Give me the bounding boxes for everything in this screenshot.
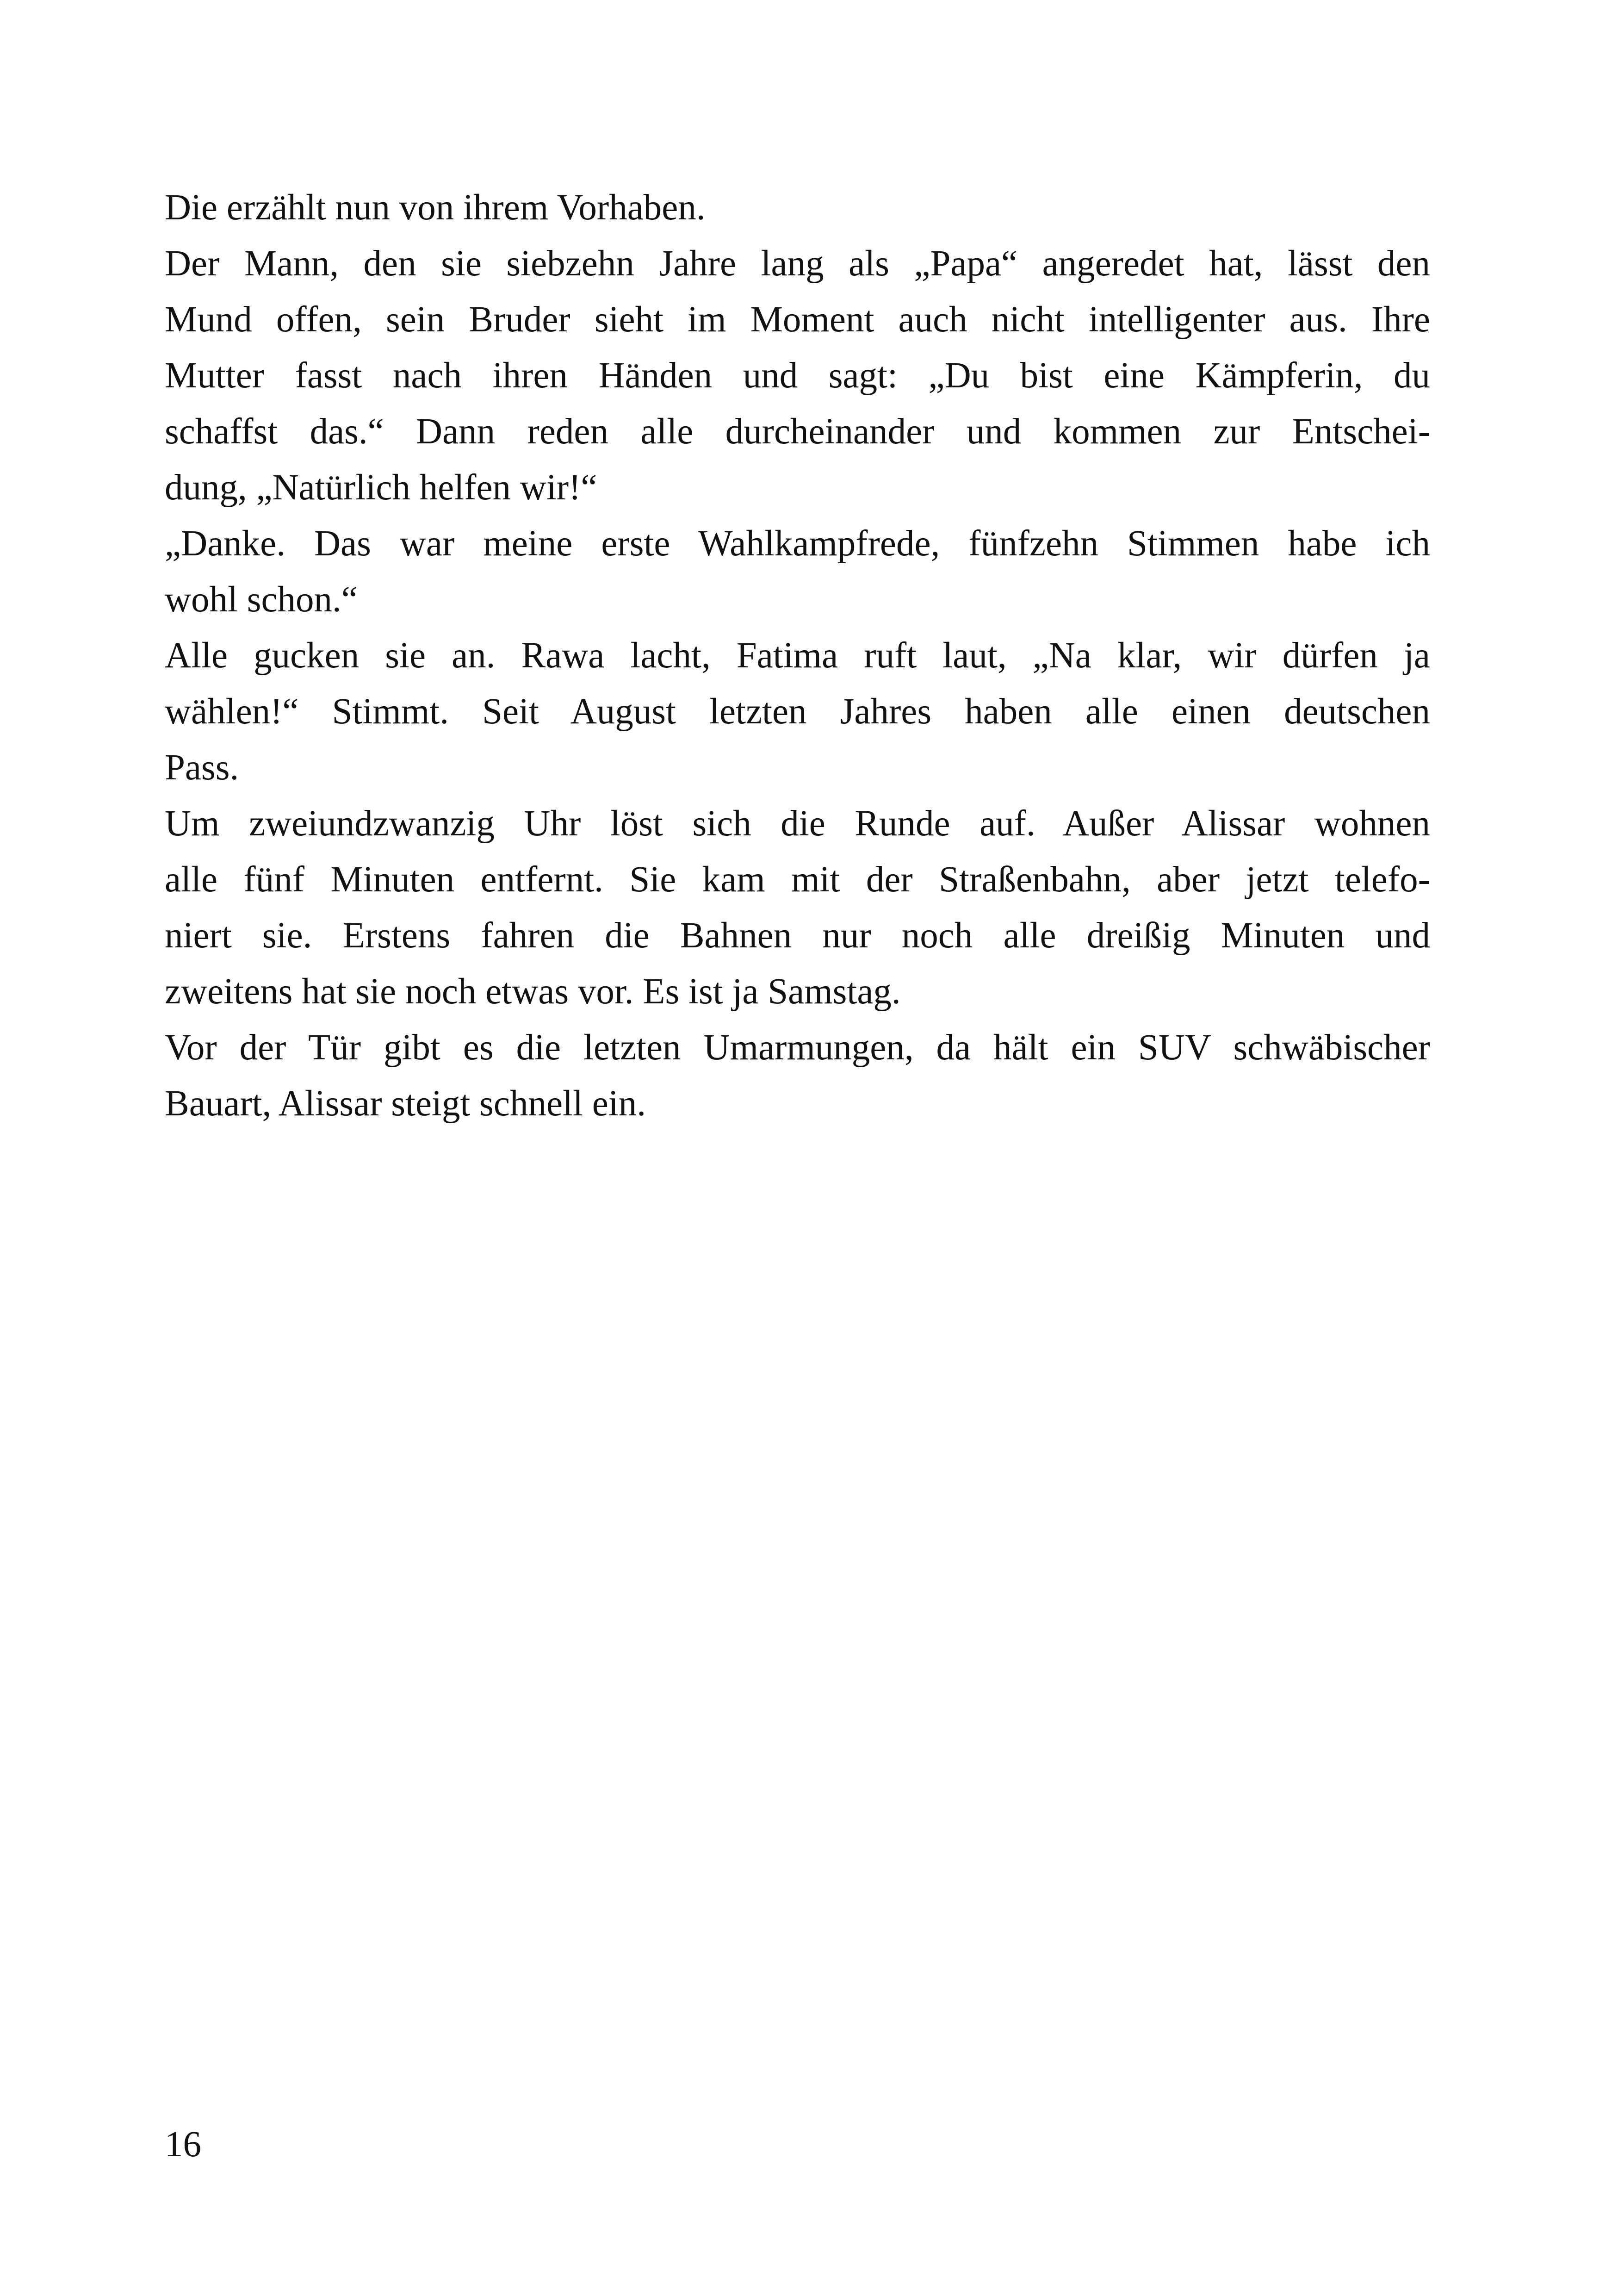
text-line: Bauart, Alissar steigt schnell ein. xyxy=(165,1083,646,1124)
text-line: Mutter fasst nach ihren Händen und sagt: „Du bist eine Kämpferin, du xyxy=(165,355,1430,396)
text-line: wählen!“ Stimmt. Seit August letzten Jahres haben alle einen deutschen xyxy=(165,691,1430,732)
text-line: niert sie. Erstens fahren die Bahnen nur noch alle dreißig Minuten und xyxy=(165,915,1430,956)
paragraph-3 xyxy=(165,516,1430,628)
text-line: schaffst das.“ Dann reden alle durcheinander und kommen zur Entschei- xyxy=(165,411,1430,452)
text-line: Pass. xyxy=(165,747,239,788)
text-line: alle fünf Minuten entfernt. Sie kam mit der Straßenbahn, aber jetzt telefo- xyxy=(165,859,1430,900)
text-line: Die erzählt nun von ihrem Vorhaben. xyxy=(165,187,706,228)
paragraph-2 xyxy=(165,236,1430,516)
paragraph-6 xyxy=(165,1020,1430,1132)
text-line: wohl schon.“ xyxy=(165,579,358,620)
text-line: Der Mann, den sie siebzehn Jahre lang als „Papa“ angeredet hat, lässt den xyxy=(165,243,1430,284)
text-line: Alle gucken sie an. Rawa lacht, Fatima ruft laut, „Na klar, wir dürfen ja xyxy=(165,635,1430,676)
text-line: dung, „Natürlich helfen wir!“ xyxy=(165,467,597,508)
page-number: 16 xyxy=(165,2124,201,2165)
body-text xyxy=(165,180,1430,1132)
text-line: Vor der Tür gibt es die letzten Umarmungen, da hält ein SUV schwäbischer xyxy=(165,1027,1430,1068)
text-line: „Danke. Das war meine erste Wahlkampfrede, fünfzehn Stimmen habe ich xyxy=(165,523,1430,564)
paragraph-4 xyxy=(165,628,1430,796)
text-line: Mund offen, sein Bruder sieht im Moment auch nicht intelligenter aus. Ihre xyxy=(165,299,1430,340)
paragraph-1 xyxy=(165,180,1430,236)
paragraph-5 xyxy=(165,796,1430,1020)
text-line: Um zweiundzwanzig Uhr löst sich die Runde auf. Außer Alissar wohnen xyxy=(165,803,1430,844)
text-line: zweitens hat sie noch etwas vor. Es ist ja Samstag. xyxy=(165,971,901,1012)
